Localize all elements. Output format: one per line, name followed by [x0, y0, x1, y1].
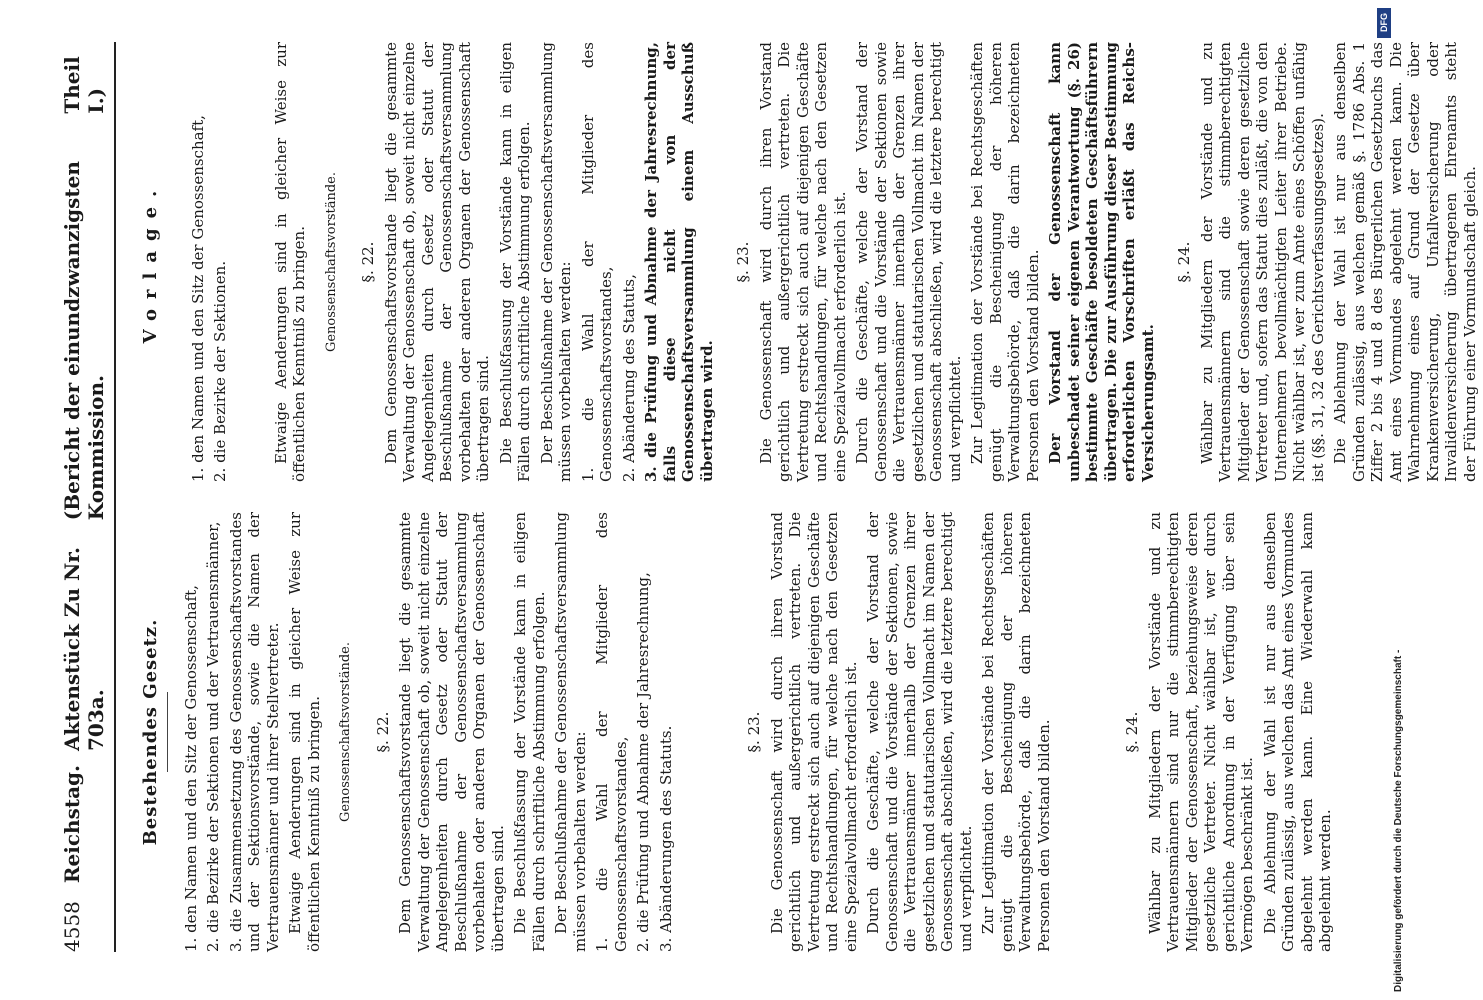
- paragraph: Die Ablehnung der Wahl ist nur aus denselben Gründen zulässig, aus welchen gemäß §. 1786 Abs. 1 Ziffer 2 bis 4 und 8 des Bürgerlichen Gesetzbuchs das Amt eines Vormundes abgelehnt werden kann. Die Wahrnehmung eines auf Grund der Gesetze über Krankenversicherung, Unfallversicherung oder Invalidenversicherung übertragenen Ehrenamts steht der Führung einer Vormundschaft gleich.: [1331, 42, 1479, 482]
- credit-text: Digitalisierung gefördert durch die Deutsche Forschungsgemeinschaft -: [1393, 649, 1404, 992]
- dfg-logo: DFG: [1377, 8, 1391, 38]
- paragraph-number: §. 22.: [359, 241, 377, 283]
- source-label: Reichstag.: [60, 765, 84, 884]
- list-item: 2. die Prüfung und Abnahme der Jahresrechnung,: [634, 572, 652, 952]
- paragraph: Wählbar zu Mitgliedern der Vorstände und zu Vertrauensmännern sind nur die stimmberechtigten Mitglieder der Genossenschaft, beziehungsweise deren gesetzliche Vertreter. Nicht wählbar ist, wer durch gerichtliche Anordnung in der Verfügung über sein Vermögen beschränkt ist.: [1145, 512, 1256, 952]
- existing-law-column: [138, 512, 1483, 952]
- item-list: [182, 512, 283, 952]
- paragraph: Die Genossenschaft wird durch ihren Vorstand gerichtlich und außergerichtlich vertreten. Die Vertretung erstreckt sich auch auf diejenigen Geschäfte und Rechtshandlungen, für welche nach den Gesetzen eine Spezialvollmacht erforderlich ist.: [756, 42, 849, 482]
- spacer: [175, 42, 189, 482]
- paragraph-number: §. 23.: [734, 241, 752, 283]
- section-title: Genossenschaftsvorstände.: [323, 171, 339, 353]
- paragraph: Die Ablehnung der Wahl ist nur aus denselben Gründen zulässig, aus welchen das Amt eines Vormundes abgelehnt werden kann. Eine Wiederwahl kann abgelehnt werden.: [1260, 512, 1334, 952]
- column-heading: Vorlage.: [140, 180, 161, 344]
- list-item: 1. die Wahl der Mitglieder des Genossenschaftsvorstandes,: [593, 512, 630, 952]
- section-title: Genossenschaftsvorstände.: [338, 641, 353, 823]
- digitization-credit: [1371, 0, 1404, 1000]
- report-subtitle: (Bericht der einundzwanzigsten Kommission.: [60, 161, 108, 521]
- column-heading: Bestehendes Gesetz.: [140, 618, 161, 846]
- list-item: 2. die Bezirke der Sektionen und der Vertrauensmänner,: [204, 521, 222, 952]
- paragraph: Wählbar zu Mitgliedern der Vorstände und zu Vertrauensmännern sind die stimmberechtigten Mitglieder der Genossenschaft sowie deren gesetzliche Vertreter und, sofern das Statut dies zuläßt, die von den Unternehmern bevollmächtigten Leiter ihrer Betriebe. Nicht wählbar ist, wer zum Amte eines Schöffen unfähig ist (§§. 31, 32 des Gerichtsverfassungsgesetzes).: [1197, 42, 1327, 482]
- paragraph-number: §. 23.: [745, 711, 763, 753]
- heading-rule: [167, 692, 168, 772]
- list-item: 1. den Namen und den Sitz der Genossenschaft,: [188, 115, 207, 482]
- paragraph: Dem Genossenschaftsvorstande liegt die gesammte Verwaltung der Genossenschaft ob, soweit nicht einzelne Angelegenheiten durch Gesetz oder Statut der Beschlußnahme der Genossenschaftsversammlung vorbehalten oder anderen Organen der Genossenschaft übertragen sind.: [396, 512, 507, 952]
- list-item: 3. die Zusammensetzung des Genossenschaftsvorstandes und der Sektionsvorstände, sowie die Namen der Vertrauensmänner und ihrer Stellvertreter.: [226, 512, 282, 952]
- list-item: 3. die Prüfung und Abnahme der Jahresrechnung, falls diese nicht von der Genossenschaftsversammlung einem Ausschuß übertragen wird.: [642, 42, 716, 482]
- paragraph: Die Genossenschaft wird durch ihren Vorstand gerichtlich und außergerichtlich vertreten. Die Vertretung erstreckt sich auch auf diejenigen Geschäfte und Rechtshandlungen, für welche nach den Gesetzen eine Spezialvollmacht erforderlich ist.: [767, 512, 860, 952]
- paragraph: Die Beschlußfassung der Vorstände kann in eiligen Fällen durch schriftliche Abstimmung erfolgen.: [496, 42, 533, 482]
- running-head: [60, 42, 116, 952]
- list-item: 3. Abänderungen des Statuts.: [656, 725, 675, 952]
- spacer: [234, 42, 272, 482]
- proposal-column: [138, 42, 1483, 482]
- paragraph: Der Beschlußnahme der Genossenschaftsversammlung müssen vorbehalten werden:: [552, 512, 589, 952]
- paragraph: Etwaige Aenderungen sind in gleicher Weise zur öffentlichen Kenntniß zu bringen.: [286, 512, 323, 952]
- paragraph: Die Beschlußfassung der Vorstände kann in eiligen Fällen durch schriftliche Abstimmung erfolgen.: [511, 512, 548, 952]
- page-number: 4558: [60, 901, 84, 952]
- paragraph: Dem Genossenschaftsvorstande liegt die gesammte Verwaltung der Genossenschaft ob, soweit nicht einzelne Angelegenheiten durch Gesetz oder Statut der Beschlußnahme der Genossenschaftsversammlung vorbehalten oder anderen Organen der Genossenschaft übertragen sind.: [381, 42, 492, 482]
- paragraph-number: §. 22.: [373, 711, 392, 753]
- document-reference: Aktenstück Zu Nr. 703a.: [60, 547, 108, 752]
- paragraph: Zur Legitimation der Vorstände bei Rechtsgeschäften genügt die Bescheinigung der höheren Verwaltungsbehörde, daß die darin bezeichneten Personen den Vorstand bilden.: [968, 42, 1042, 482]
- list-item: 1. die Wahl der Mitglieder des Genossenschaftsvorstandes,: [578, 42, 615, 482]
- list-item: 2. Abänderung des Statuts,: [619, 274, 638, 482]
- paragraph: Der Vorstand der Genossenschaft kann unbeschadet seiner eigenen Verantwortung (§. 26) bestimmte Geschäfte besoldeten Geschäftsführern übertragen. Die zur Ausführung dieser Bestimmung erforderlichen Vorschriften erläßt das Reichs-Versicherungsamt.: [1046, 42, 1157, 482]
- paragraph: Zur Legitimation der Vorstände bei Rechtsgeschäften genügt die Bescheinigung der höheren Verwaltungsbehörde, daß die darin bezeichneten Personen den Vorstand bilden.: [979, 512, 1053, 952]
- paragraph: Etwaige Aenderungen sind in gleicher Weise zur öffentlichen Kenntniß zu bringen.: [271, 42, 308, 482]
- paragraph-number: §. 24.: [1123, 711, 1141, 753]
- paragraph-number: §. 24.: [1175, 241, 1193, 283]
- paragraph: Durch die Geschäfte, welche der Vorstand der Genossenschaft und die Vorstände der Sektionen sowie die Vertrauensmänner innerhalb der Grenzen ihrer gesetzlichen und statutarischen Vollmacht im Namen der Genossenschaft abschließen, wird die letztere berechtigt und verpflichtet.: [853, 42, 964, 482]
- list-item: 2. die Bezirke der Sektionen.: [211, 260, 229, 482]
- paragraph: Durch die Geschäfte, welche der Vorstand der Genossenschaft und die Vorstände der Sektionen, sowie die Vertrauensmänner innerhalb der Grenzen ihrer gesetzlichen und statutarischen Vollmacht im Namen der Genossenschaft abschließen, wird die letztere berechtigt und verpflichtet.: [864, 512, 975, 952]
- paragraph: Der Beschlußnahme der Genossenschaftsversammlung müssen vorbehalten werden:: [537, 42, 574, 482]
- part-label: Theil I.): [60, 56, 108, 114]
- list-item: 1. den Namen und den Sitz der Genossenschaft,: [181, 585, 200, 952]
